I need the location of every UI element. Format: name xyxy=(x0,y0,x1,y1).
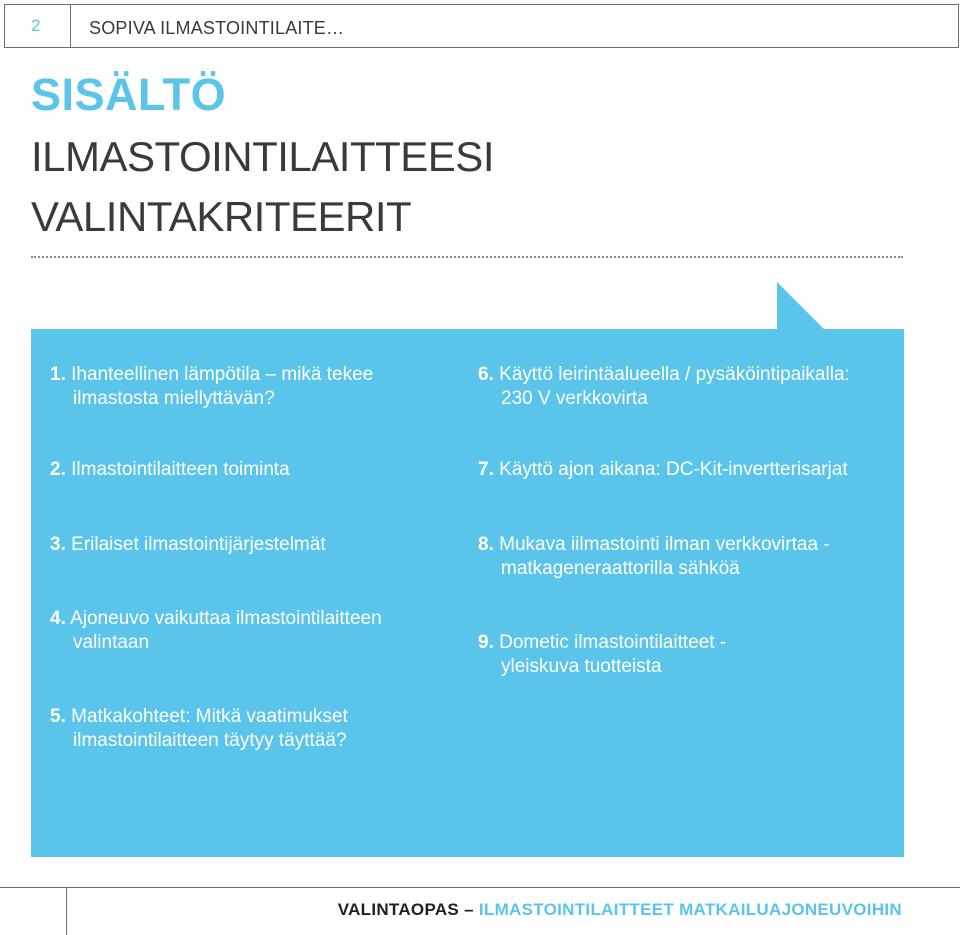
footer-divider xyxy=(0,887,960,888)
toc-item-text-cont: ilmastosta miellyttävän? xyxy=(73,388,275,409)
toc-item-text-cont: 230 V verkkovirta xyxy=(501,388,648,409)
footer-title xyxy=(338,900,902,920)
toc-item-text: Mukava iilmastointi ilman verkkovirtaa - xyxy=(499,534,830,555)
toc-item-text-cont: matkageneraattorilla sähköä xyxy=(501,558,740,579)
toc-item-text: Ilmastointilaitteen toiminta xyxy=(71,459,290,480)
toc-item-number: 2. xyxy=(50,459,66,480)
toc-item-text: Dometic ilmastointilaitteet - xyxy=(499,632,727,653)
subtitle-line-1: ILMASTOINTILAITTEESI xyxy=(31,133,494,180)
toc-item-text: Matkakohteet: Mitkä vaatimukset xyxy=(71,706,348,727)
footer-title-part-1: VALINTAOPAS – xyxy=(337,900,474,919)
toc-item-number: 1. xyxy=(50,364,66,385)
page-number: 2 xyxy=(5,5,71,47)
toc-item-number: 9. xyxy=(478,632,494,653)
toc-item-7[interactable] xyxy=(478,458,898,482)
toc-item-text-cont: yleiskuva tuotteista xyxy=(501,656,662,677)
toc-item-text-cont: valintaan xyxy=(73,632,150,653)
toc-item-1[interactable] xyxy=(50,363,450,411)
header-bar xyxy=(4,4,959,48)
toc-item-6[interactable] xyxy=(478,363,898,411)
toc-item-text: Käyttö leirintäalueella / pysäköintipaikalla: xyxy=(499,364,850,385)
running-title: SOPIVA ILMASTOINTILAITE… xyxy=(89,18,345,38)
subtitle-line-2: VALINTAKRITEERIT xyxy=(31,193,412,240)
toc-item-text-cont: ilmastointilaitteen täytyy täyttää? xyxy=(73,730,347,751)
toc-item-number: 4. xyxy=(50,608,66,629)
toc-item-text: Käyttö ajon aikana: DC-Kit-invertterisarjat xyxy=(499,459,848,480)
toc-item-number: 3. xyxy=(50,534,66,555)
toc-item-number: 6. xyxy=(478,364,494,385)
toc-item-8[interactable] xyxy=(478,533,898,581)
panel-tab-shape xyxy=(777,282,904,330)
toc-item-text: Erilaiset ilmastointijärjestelmät xyxy=(71,534,326,555)
toc-item-number: 5. xyxy=(50,706,66,727)
footer-title-part-2: ILMASTOINTILAITTEET MATKAILUAJONEUVOIHIN xyxy=(478,900,902,919)
toc-item-number: 7. xyxy=(478,459,494,480)
footer-vertical-divider xyxy=(66,887,67,935)
toc-item-9[interactable] xyxy=(478,631,898,679)
toc-item-4[interactable] xyxy=(50,607,450,655)
toc-item-2[interactable] xyxy=(50,458,450,482)
toc-item-number: 8. xyxy=(478,534,494,555)
toc-item-text: Ajoneuvo vaikuttaa ilmastointilaitteen xyxy=(70,608,382,629)
toc-item-3[interactable] xyxy=(50,533,450,557)
dotted-divider xyxy=(31,256,903,258)
toc-item-5[interactable] xyxy=(50,705,450,753)
page-title: SISÄLTÖ xyxy=(31,69,227,120)
toc-item-text: Ihanteellinen lämpötila – mikä tekee xyxy=(71,364,374,385)
